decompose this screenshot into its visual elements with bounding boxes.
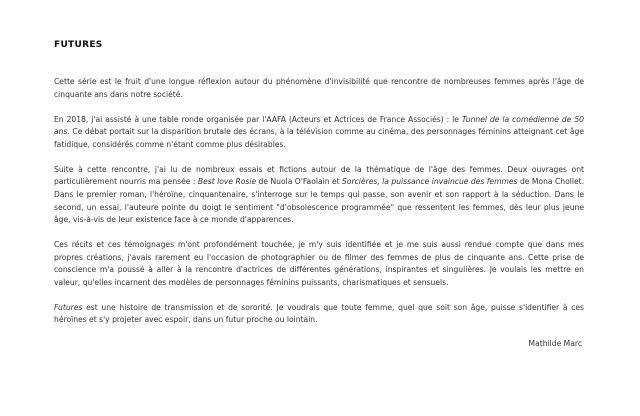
text-run: Suite à cette rencontre, j'ai lu de nombreux essais et fictions autour de la thématique de l'âge des femmes. Deux ouvrages ont particulièrement nourris ma pensée : [54, 164, 584, 187]
text-run: de Nuola O'Faolain et [256, 177, 343, 187]
italic-run: Sorcières, la puissance invaincue des femmes [342, 177, 518, 187]
document-title: FUTURES [54, 40, 103, 50]
signature: Mathilde Marc [528, 339, 582, 349]
italic-run: Futures [54, 302, 83, 312]
text-run: est une histoire de transmission et de sororité. Je voudrais que toute femme, quel que soit son âge, puisse s'identifier à ces héroïnes et s'y projeter avec espoir, dans un futur proche ou lointain. [54, 302, 584, 325]
text-run: de Mona Chollet. Dans le premier roman, l'héroïne, cinquantenaire, s'interroge sur le temps qui passe, son avenir et son rapport à la séduction. Dans le second, un essai, l'auteure pointe du doigt le sentiment "d'obsolescence programmée" que ressentent les femmes, dès leur plus jeune âge, vis-à-vis de leur existence face à ce monde d'apparences. [54, 177, 585, 225]
paragraph-conclusion [54, 302, 584, 327]
paragraph-round-table [54, 114, 584, 152]
text-run: . Ce débat portait sur la disparition brutale des écrans, à la télévision comme au cinéma, des personnages féminins atteignant cet âge fatidique, considérés comme n'étant comme plus désirables. [54, 127, 584, 149]
paragraph-readings [54, 164, 584, 227]
italic-run: Best love Rosie [197, 177, 257, 187]
text-run: Cette série est le fruit d'une longue réflexion autour du phénomène d'invisibilité que rencontre de nombreuses femmes après l'âge de cinquante ans dans notre société. [54, 77, 584, 99]
italic-run: Tunnel de la comédienne de 50 ans [54, 114, 584, 137]
text-run: Ces récits et ces témoignages m'ont profondément touchée, je m'y suis identifiée et je me suis aussi rendue compte que dans mes propres créations, j'avais rarement eu l'occasion de photographier ou de filmer des femmes de plus de cinquante ans. Cette prise de conscience m'a poussé à aller à la rencontre d'actrices de différentes générations, inspirantes et singulières. Je voulais les mettre en valeur, qu'elles incarnent des modèles de personnages féminins puissants, charismatiques et sensuels. [54, 240, 584, 287]
text-run: En 2018, j'ai assisté à une table ronde organisée par l'AAFA (Acteurs et Actrices de France Associés) : le [54, 114, 462, 124]
paragraph-testimonies [54, 239, 584, 289]
document-page [54, 40, 584, 348]
paragraph-intro [54, 76, 584, 101]
